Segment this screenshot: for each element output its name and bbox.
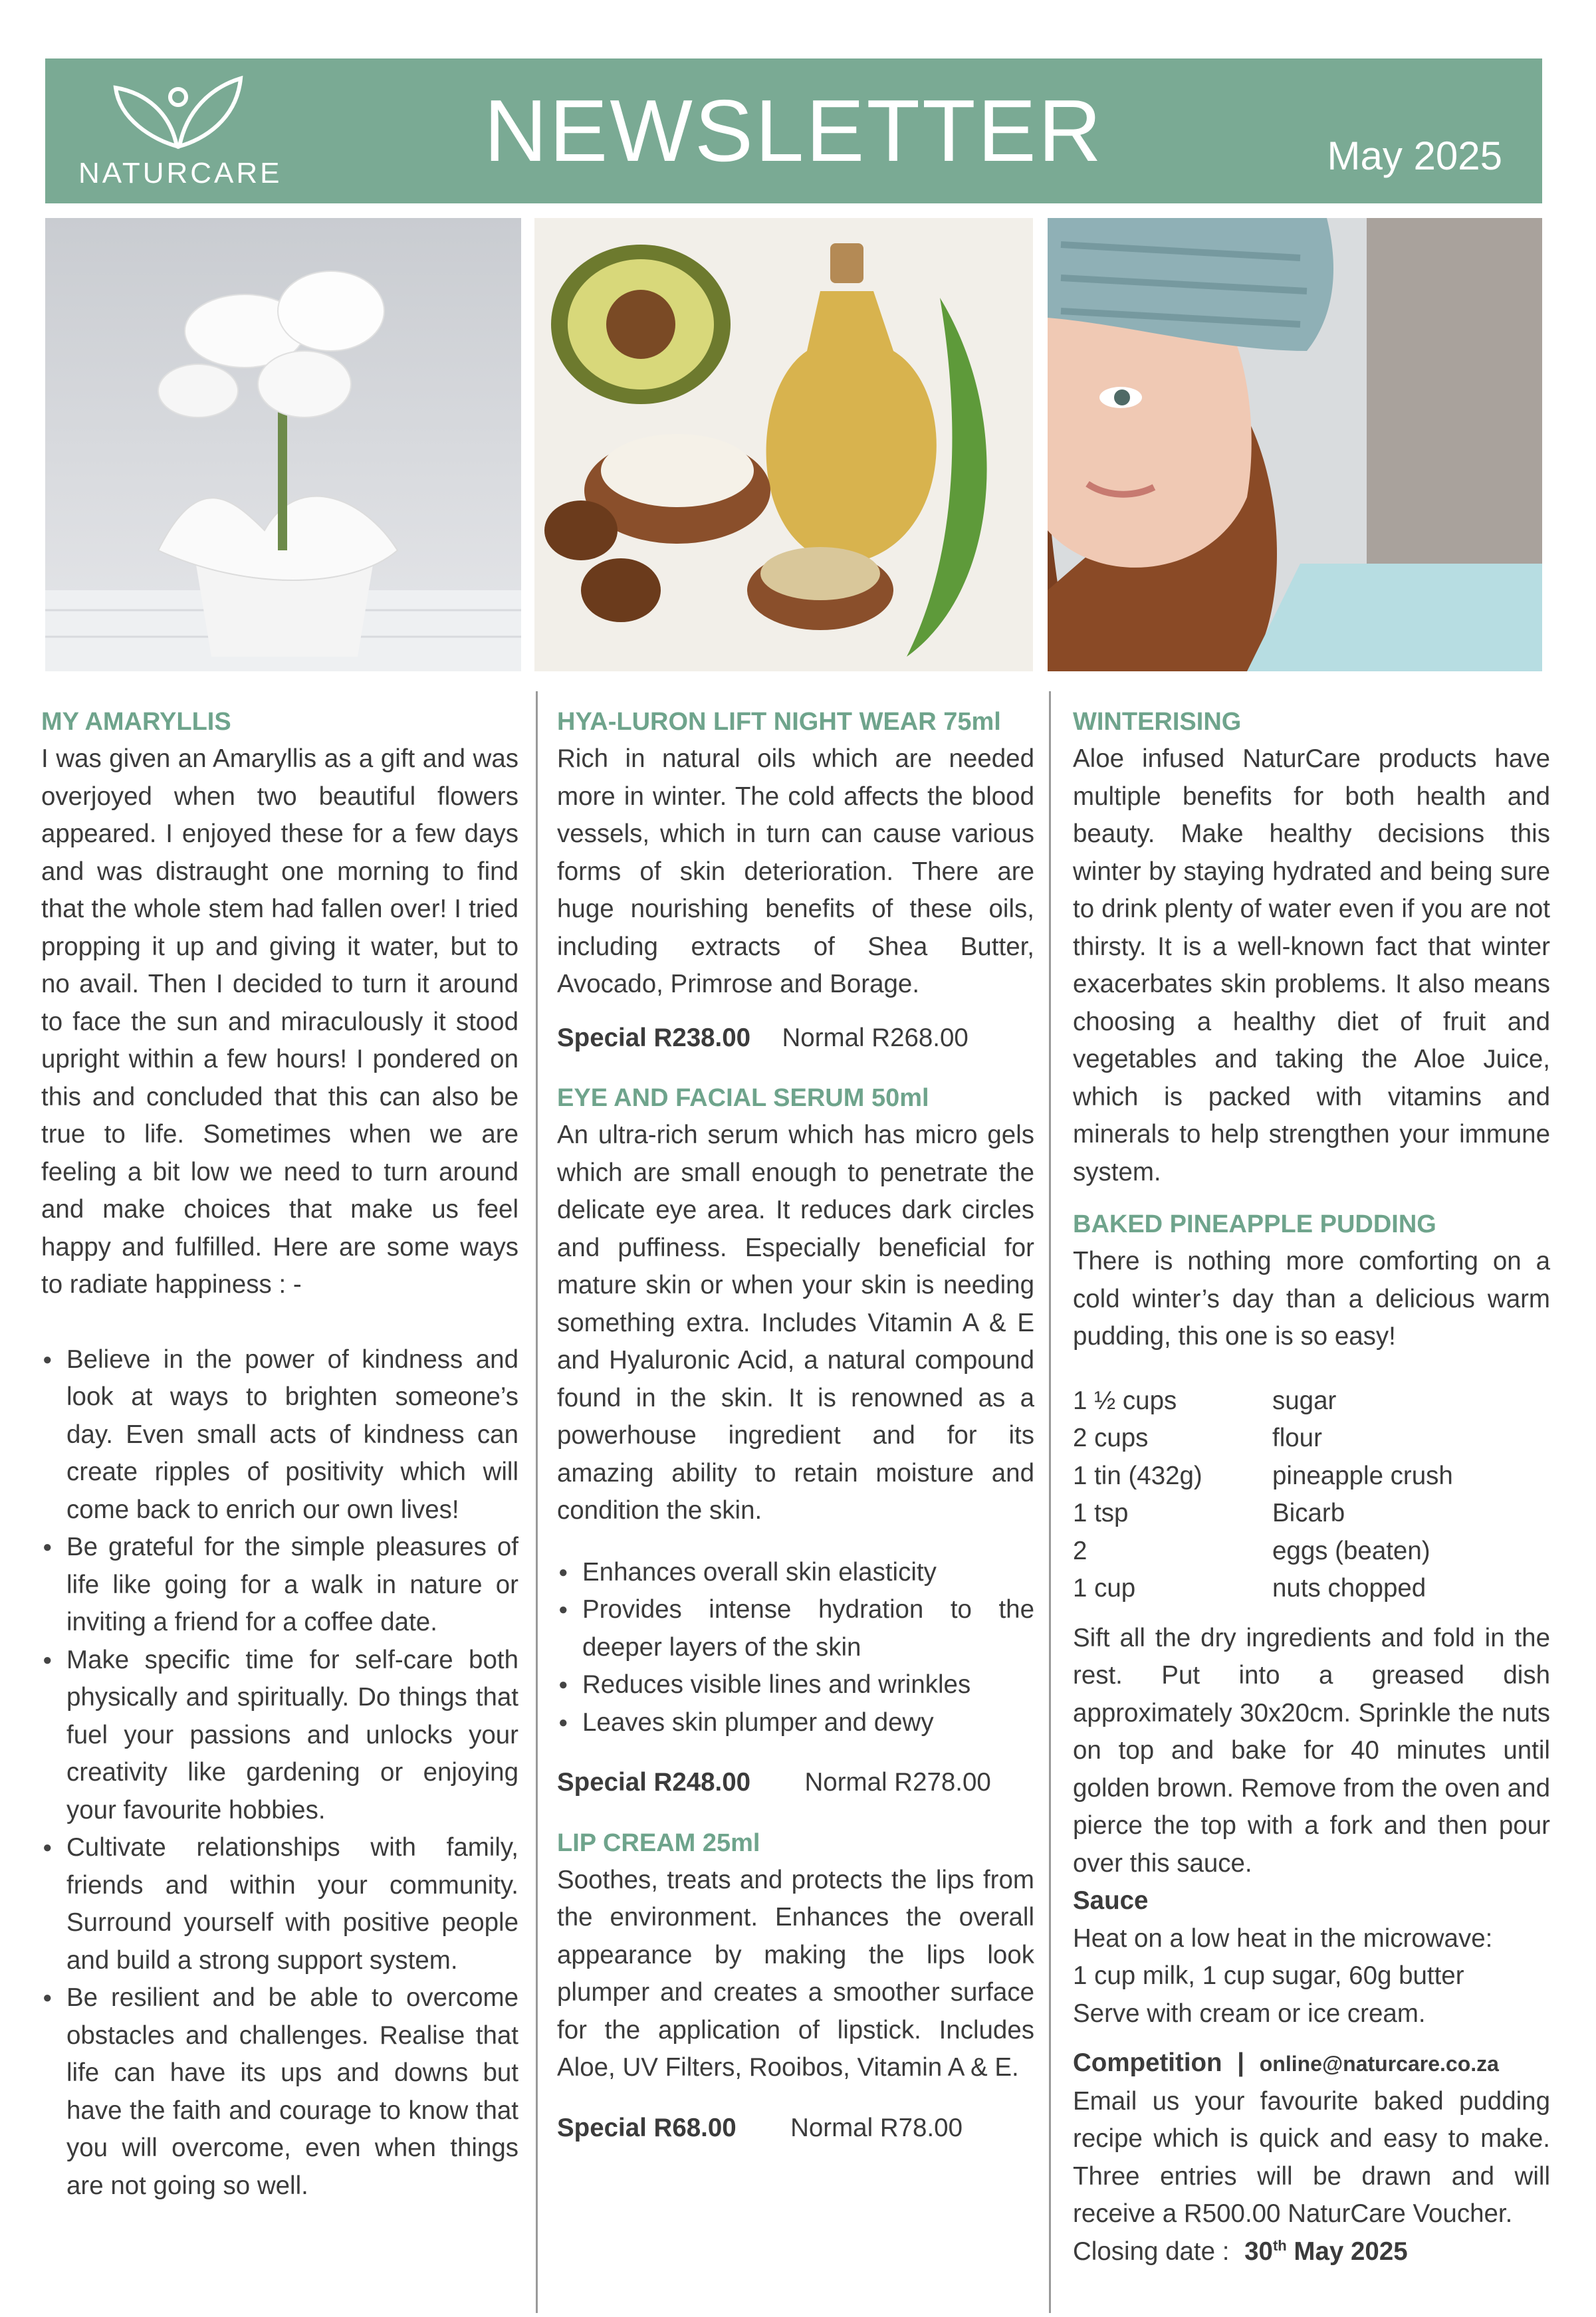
closing-date-suffix: th [1272, 2237, 1287, 2254]
list-item: ● Make specific time for self-care both physically and spiritually. Do things that fuel your passions and unlocks your creativity like gardening or enjoying your favourite hobbies. [41, 1642, 518, 1830]
special-price: Special R68.00 [557, 2113, 737, 2142]
product-price [557, 1020, 1034, 1057]
issue-date: May 2025 [1327, 134, 1502, 178]
recipe-method: Sift all the dry ingredients and fold in the rest. Put into a greased dish approximately 30x20cm. Sprinkle the nuts on top and bake for 40 minutes until golden brown. Remove from the oven and pierce the top with a fork and then pour over this sauce. [1073, 1623, 1550, 1878]
sauce-line: Heat on a low heat in the microwave: [1073, 1924, 1493, 1953]
ingredient-qty: 2 [1073, 1536, 1087, 1565]
ingredient-item: eggs (beaten) [1272, 1536, 1430, 1565]
ingredient-item: sugar [1272, 1386, 1337, 1415]
closing-date-label: Closing date : [1073, 2237, 1230, 2266]
normal-price: Normal R268.00 [782, 1023, 969, 1052]
product-benefits-list [557, 1554, 1034, 1742]
closing-date-rest: May 2025 [1286, 2237, 1408, 2266]
amaryllis-photo [45, 218, 521, 671]
ingredient-item: pineapple crush [1272, 1461, 1453, 1490]
sauce-line: Serve with cream or ice cream. [1073, 1999, 1426, 2028]
list-item: ● Be grateful for the simple pleasures of life like going for a walk in nature or inviting a friend for a coffee date. [41, 1529, 518, 1642]
list-item: ● Cultivate relationships with family, friends and within your community. Surround yourself with positive people and build a strong support system. [41, 1829, 518, 1979]
competition-body: Email us your favourite baked pudding recipe which is quick and easy to make. Three entries will be drawn and will receive a R500.00 NaturCare Voucher. [1073, 2086, 1550, 2228]
article-intro: I was given an Amaryllis as a gift and was overjoyed when two beautiful flowers appeared. I enjoyed these for a few days and was distraught one morning to find that the whole stem had fallen over! I tried propping it up and giving it water, but to no avail. Then I decided to turn it around to face the sun and miraculously it stood upright within a few hours! I pondered on this and concluded that this can also be true to life. Sometimes when we are feeling a bit low we need to turn around and make choices that make us feel happy and fulfilled. Here are some ways to radiate happiness : - [41, 744, 518, 1299]
recipe-intro: There is nothing more comforting on a cold winter’s day than a delicious warm pudding, this one is so easy! [1073, 1247, 1550, 1351]
ingredient-item: flour [1272, 1424, 1322, 1452]
ingredient-qty: 1 tsp [1073, 1499, 1129, 1527]
column-divider [1049, 691, 1051, 2313]
recipe-heading: BAKED PINEAPPLE PUDDING [1073, 1210, 1436, 1238]
ingredient-qty: 1 ½ cups [1073, 1386, 1177, 1415]
special-price: Special R248.00 [557, 1768, 751, 1797]
list-item: ● Leaves skin plumper and dewy [557, 1704, 1034, 1742]
sauce-heading: Sauce [1073, 1886, 1149, 1915]
product-heading: LIP CREAM 25ml [557, 1828, 760, 1857]
product-price [557, 1764, 1034, 1802]
product-heading: HYA-LURON LIFT NIGHT WEAR 75ml [557, 708, 1001, 736]
closing-date [1073, 2233, 1550, 2271]
product-description: Soothes, treats and protects the lips from the environment. Enhances the overall appearance by making the lips look plumper and creates a smoother surface for the application of lipstick. Includes Aloe, UV Filters, Rooibos, Vitamin A & E. [557, 1865, 1034, 2082]
winter-portrait-photo [1048, 218, 1542, 671]
ingredients-list [1073, 1382, 1550, 1608]
article-body: Aloe infused NaturCare products have multiple benefits for both health and beauty. Make healthy decisions this winter by staying hydrated and being sure to drink plenty of water even if you are not thirsty. It is a well-known fact that winter exacerbates skin problems. It also means choosing a healthy diet of fruit and vegetables and taking the Aloe Juice, which is packed with vitamins and minerals to help strengthen your immune system. [1073, 744, 1550, 1186]
newsletter-title: NEWSLETTER [483, 82, 1104, 179]
oils-ingredients-photo [534, 218, 1033, 671]
product-description: Rich in natural oils which are needed more in winter. The cold affects the blood vessels, which in turn can cause various forms of skin deterioration. There are huge nourishing benefits of these oils, including extracts of Shea Butter, Avocado, Primrose and Borage. [557, 744, 1034, 998]
normal-price: Normal R78.00 [790, 2113, 963, 2142]
ingredient-item: Bicarb [1272, 1499, 1345, 1527]
winter-column [1073, 703, 1550, 2270]
product-heading: EYE AND FACIAL SERUM 50ml [557, 1084, 929, 1112]
list-item: ● Provides intense hydration to the deeper layers of the skin [557, 1591, 1034, 1666]
brand-name: NATURCARE [78, 157, 283, 189]
column-divider [536, 691, 538, 2313]
closing-date-day: 30 [1244, 2237, 1273, 2266]
special-price: Special R238.00 [557, 1023, 751, 1052]
list-item: ● Be resilient and be able to overcome obstacles and challenges. Realise that life can have its ups and downs but have the faith and courage to know that you will overcome, even when things are not going so well. [41, 1979, 518, 2205]
happiness-tips-list [41, 1341, 518, 2205]
list-item: ● Enhances overall skin elasticity [557, 1554, 1034, 1592]
separator: | [1237, 2048, 1245, 2077]
section-heading: MY AMARYLLIS [41, 708, 231, 736]
products-column [557, 703, 1034, 2147]
ingredient-qty: 2 cups [1073, 1424, 1149, 1452]
normal-price: Normal R278.00 [804, 1768, 991, 1797]
ingredient-qty: 1 tin (432g) [1073, 1461, 1202, 1490]
ingredient-item: nuts chopped [1272, 1574, 1426, 1602]
sauce-line: 1 cup milk, 1 cup sugar, 60g butter [1073, 1961, 1464, 1990]
competition-heading [1073, 2044, 1550, 2083]
product-price [557, 2110, 1034, 2148]
list-item: ● Reduces visible lines and wrinkles [557, 1666, 1034, 1704]
list-item: ● Believe in the power of kindness and look at ways to brighten someone’s day. Even small acts of kindness can create ripples of positivity which will come back to enrich our own lives! [41, 1341, 518, 1529]
competition-email-link[interactable]: online@naturcare.co.za [1259, 2052, 1499, 2076]
ingredient-qty: 1 cup [1073, 1574, 1136, 1602]
newsletter-header [45, 58, 1542, 203]
section-heading: WINTERISING [1073, 708, 1242, 736]
competition-label: Competition [1073, 2048, 1222, 2077]
product-description: An ultra-rich serum which has micro gels which are small enough to penetrate the delicate eye area. It reduces dark circles and puffiness. Especially beneficial for mature skin or when your skin is needing something extra. Includes Vitamin A & E and Hyaluronic Acid, a natural compound found in the skin. It is renowned as a powerhouse ingredient and for its amazing ability to retain moisture and condition the skin. [557, 1121, 1034, 1525]
article-my-amaryllis [41, 703, 518, 2205]
